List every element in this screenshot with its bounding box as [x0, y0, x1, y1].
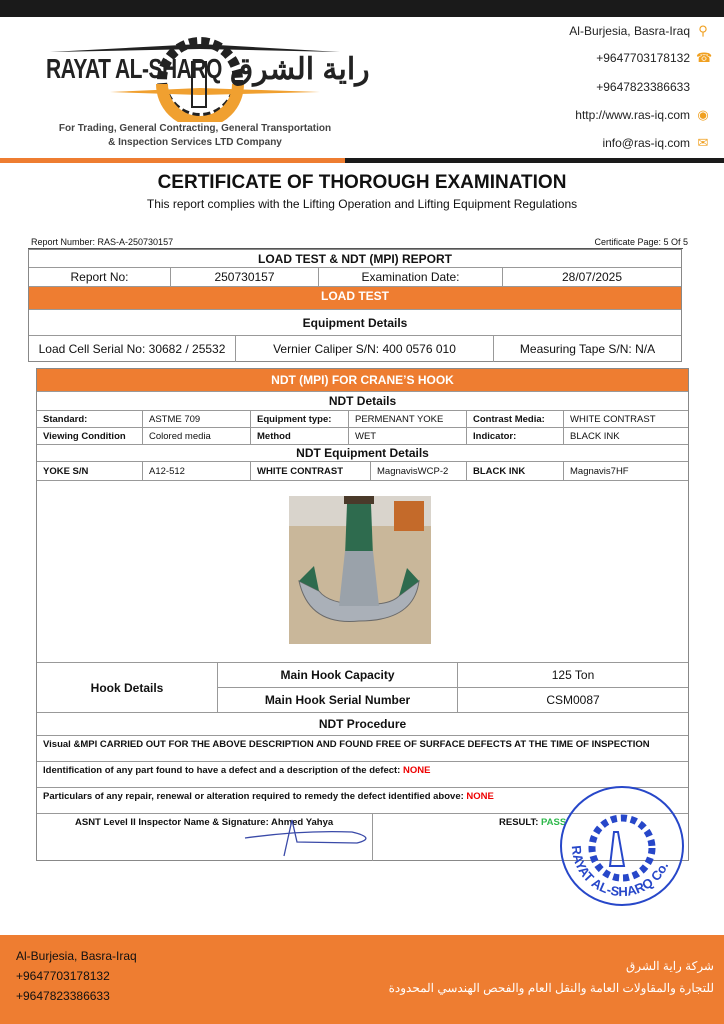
email-link[interactable]: info@ras-iq.com — [602, 136, 690, 150]
tagline-line-1: For Trading, General Contracting, General Transportation — [58, 123, 332, 134]
contrast-media-label: Contrast Media: — [467, 411, 564, 427]
footer-phone-1: +9647703178132 — [16, 969, 110, 983]
yoke-sn-label: YOKE S/N — [37, 462, 143, 480]
footer-arabic-name: شركة راية الشرق — [625, 959, 714, 973]
crane-hook-photo — [289, 496, 431, 644]
procedure-text: Visual &MPI CARRIED OUT FOR THE ABOVE DESCRIPTION AND FOUND FREE OF SURFACE DEFECTS AT THE TIME OF INSPECTION — [43, 739, 650, 750]
header-divider-black — [345, 158, 724, 163]
page-title: CERTIFICATE OF THOROUGH EXAMINATION — [157, 172, 567, 193]
white-contrast-value: MagnavisWCP-2 — [371, 462, 467, 480]
repair-value: NONE — [466, 791, 494, 802]
standard-value: ASTME 709 — [143, 411, 251, 427]
hook-capacity-label: Main Hook Capacity — [218, 663, 457, 688]
hook-serial-value: CSM0087 — [546, 693, 600, 707]
hook-capacity-value: 125 Ton — [458, 663, 688, 688]
phone-text: +9647823386633 — [596, 80, 690, 94]
report-no-label: Report No: — [29, 268, 171, 286]
standard-label: Standard: — [37, 411, 143, 427]
contact-address — [569, 24, 710, 38]
inspector-name: ASNT Level II Inspector Name & Signature: Ahmed Yahya — [75, 817, 334, 828]
globe-icon: ◉ — [697, 107, 709, 122]
hook-details-label: Hook Details — [37, 663, 218, 712]
measuring-tape-serial: Measuring Tape S/N: N/A — [519, 342, 656, 356]
website-link[interactable]: http://www.ras-iq.com — [575, 108, 690, 122]
hook-serial-label: Main Hook Serial Number — [264, 693, 411, 707]
contact-phone-2 — [596, 80, 690, 94]
repair-label: Particulars of any repair, renewal or alteration required to remedy the defect identified above: — [43, 791, 467, 802]
footer-address: Al-Burjesia, Basra-Iraq — [16, 949, 137, 963]
ndt-equipment-heading: NDT Equipment Details — [296, 446, 429, 460]
method-value: WET — [349, 428, 467, 444]
defect-value: NONE — [402, 765, 431, 776]
header-divider-orange — [0, 158, 345, 163]
result-value: PASS — [541, 817, 567, 828]
hook-photo-cell — [37, 481, 688, 662]
contact-phone-1 — [596, 50, 713, 65]
indicator-label: Indicator: — [467, 428, 564, 444]
load-test-heading: LOAD TEST — [321, 289, 389, 303]
phone-icon: ☎ — [696, 50, 713, 65]
method-label: Method — [251, 428, 349, 444]
viewing-condition-label: Viewing Condition — [37, 428, 143, 444]
svg-text:RAYAT AL-SHARQ Co. — [569, 845, 671, 899]
logo-text-ar: راية الشرق — [230, 53, 370, 86]
company-stamp — [558, 784, 686, 908]
footer-contact — [16, 946, 137, 1006]
exam-date-value: 28/07/2025 — [561, 270, 623, 284]
tagline-line-2: & Inspection Services LTD Company — [108, 137, 282, 148]
ndt-procedure-heading: NDT Procedure — [318, 717, 407, 731]
viewing-condition-value: Colored media — [143, 428, 251, 444]
inspector-cell — [37, 814, 373, 861]
equipment-details-heading: Equipment Details — [302, 315, 408, 330]
equipment-type-label: Equipment type: — [251, 411, 349, 427]
page-subtitle: This report complies with the Lifting Operation and Lifting Equipment Regulations — [146, 197, 578, 211]
indicator-value: BLACK INK — [570, 430, 620, 442]
footer-phone-2: +9647823386633 — [16, 989, 110, 1003]
black-ink-label: BLACK INK — [467, 462, 564, 480]
certificate-page: Certificate Page: 5 Of 5 — [594, 237, 688, 247]
stamp-text: RAYAT AL-SHARQ Co. — [568, 844, 672, 900]
report-number: Report Number: RAS-A-250730157 — [31, 237, 174, 247]
mail-icon: ✉ — [697, 135, 709, 150]
footer-arabic — [389, 955, 714, 999]
black-ink-value: Magnavis7HF — [570, 465, 629, 477]
white-contrast-label: WHITE CONTRAST — [251, 462, 371, 480]
ndt-details-heading: NDT Details — [328, 394, 397, 408]
company-logo — [40, 22, 370, 122]
contact-website[interactable] — [575, 108, 710, 122]
report-no-value: 250730157 — [171, 268, 319, 286]
logo-text-en: RAYAT AL-SHARQ — [46, 54, 222, 85]
equipment-type-value: PERMENANT YOKE — [349, 411, 467, 427]
phone-text: +9647703178132 — [596, 51, 690, 65]
vernier-caliper-serial: Vernier Caliper S/N: 400 0576 010 — [236, 336, 494, 362]
exam-date-label: Examination Date: — [319, 268, 503, 286]
result-label: RESULT: — [499, 817, 542, 828]
load-test-table — [28, 249, 682, 362]
top-bar — [0, 0, 724, 17]
location-pin-icon: ⚲ — [698, 23, 708, 38]
contact-email[interactable] — [602, 136, 710, 150]
report-heading: LOAD TEST & NDT (MPI) REPORT — [258, 251, 452, 266]
inspector-signature — [242, 818, 372, 858]
load-cell-serial: Load Cell Serial No: 30682 / 25532 — [29, 336, 236, 362]
footer — [0, 935, 724, 1024]
tagline — [30, 122, 360, 150]
contrast-media-value: WHITE CONTRAST — [570, 413, 656, 425]
ndt-heading: NDT (MPI) FOR CRANE’S HOOK — [271, 373, 454, 387]
defect-label: Identification of any part found to have a defect and a description of the defect: — [43, 765, 403, 776]
footer-arabic-desc: للتجارة والمقاولات العامة والنقل العام والفحص الهندسي المحدودة — [388, 981, 714, 995]
address-text: Al-Burjesia, Basra-Iraq — [569, 24, 690, 38]
yoke-sn-value: A12-512 — [143, 462, 251, 480]
